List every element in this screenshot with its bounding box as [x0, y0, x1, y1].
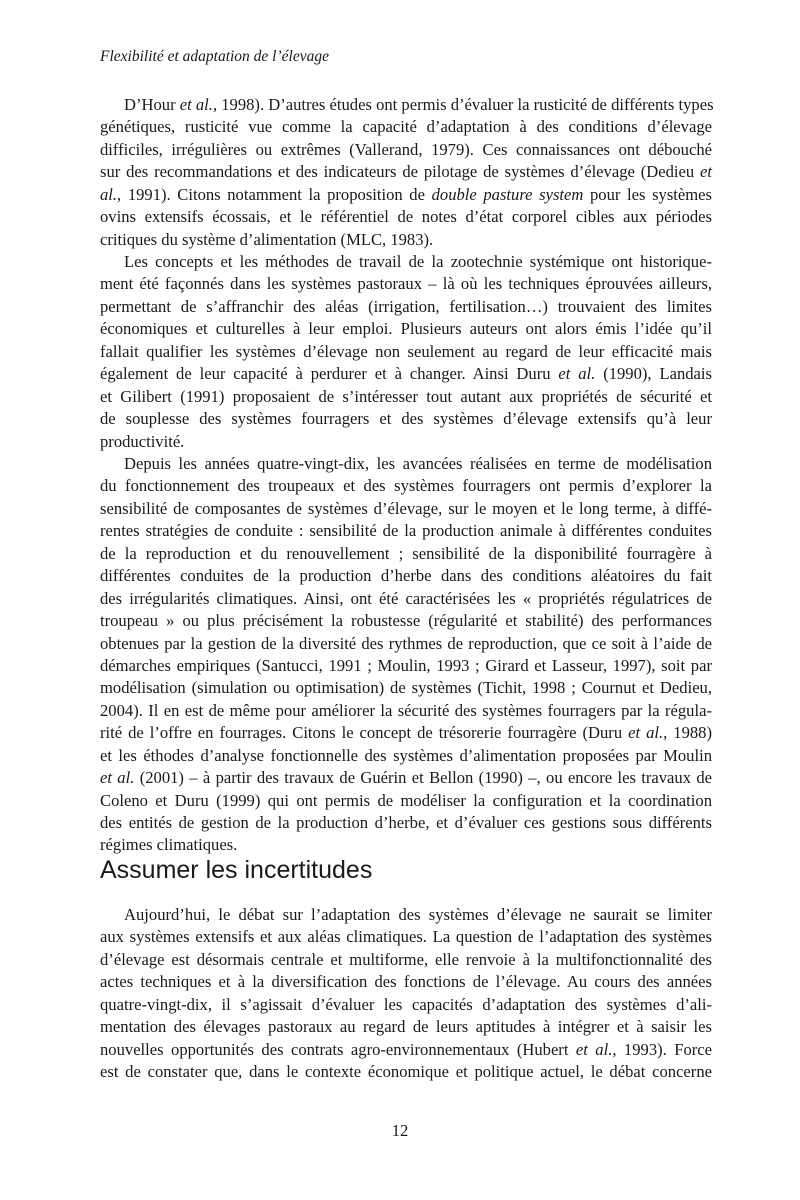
text-line	[100, 588, 712, 610]
text-line	[100, 722, 712, 744]
text-run: aux systèmes extensifs et aux aléas climatiques. La question de l’adaptation des systèmes	[100, 927, 712, 947]
italic-text: et al.	[558, 364, 596, 384]
text-line	[100, 904, 712, 926]
text-run: fallait qualifier les systèmes d’élevage non seulement au regard de leur efficacité mais	[100, 341, 712, 361]
text-line	[100, 834, 712, 856]
text-line	[100, 767, 712, 789]
text-run: démarches empiriques (Santucci, 1991 ; Moulin, 1993 ; Girard et Lasseur, 1997), soit par	[100, 655, 712, 675]
text-line	[100, 363, 712, 385]
text-line	[100, 700, 712, 722]
text-line	[100, 1061, 712, 1083]
text-run: génétiques, rusticité vue comme la capacité d’adaptation à des conditions d’élevage	[100, 117, 712, 137]
text-run: obtenues par la gestion de la diversité des rythmes de reproduction, que ce soit à l’aide de	[100, 633, 712, 653]
text-line	[100, 296, 712, 318]
text-run: difficiles, irrégulières ou extrêmes (Vallerand, 1979). Ces connaissances ont débouché	[100, 139, 712, 159]
text-run: régimes climatiques.	[100, 835, 238, 855]
text-run: rité de l’offre en fourrages. Citons le concept de trésorerie fourragère (Duru	[100, 723, 629, 743]
text-run: troupeau » ou plus précisément la robustesse (régularité et stabilité) des performances	[100, 611, 712, 631]
text-run: D’Hour	[124, 95, 180, 114]
text-run: de souplesse des systèmes fourragers et des systèmes d’élevage extensifs qu’à leur	[100, 409, 712, 429]
text-line	[100, 273, 712, 295]
text-run: économiques et culturelles à leur emploi. Plusieurs auteurs ont alors émis l’idée qu’il	[100, 319, 712, 339]
text-line	[100, 655, 712, 677]
text-run: ment été façonnés dans les systèmes pastoraux – là où les techniques éprouvées ailleurs,	[100, 274, 712, 294]
text-line	[100, 971, 712, 993]
text-line	[100, 139, 712, 161]
text-run: productivité.	[100, 431, 185, 451]
text-run: critiques du système d’alimentation (MLC, 1983).	[100, 229, 434, 249]
text-run: 1991). Citons notamment la proposition de	[121, 184, 432, 204]
italic-text: et al.,	[179, 95, 218, 114]
text-line	[100, 116, 712, 138]
text-line	[100, 610, 712, 632]
text-line	[100, 184, 712, 206]
text-line	[100, 926, 712, 948]
page-number: 12	[391, 1121, 409, 1140]
text-line	[100, 745, 712, 767]
text-line	[100, 1039, 712, 1061]
text-line	[100, 790, 712, 812]
text-line	[100, 161, 712, 183]
text-run: est de constater que, dans le contexte économique et politique actuel, le débat concerne	[100, 1062, 712, 1082]
text-run: sur des recommandations et des indicateurs de pilotage de systèmes d’élevage (Dedieu	[100, 162, 701, 182]
text-run: de la reproduction et du renouvellement ; sensibilité de la disponibilité fourragère à	[100, 543, 712, 563]
text-line	[100, 949, 712, 971]
text-line	[100, 633, 712, 655]
text-run: 1993). Force	[616, 1039, 712, 1059]
text-run: Depuis les années quatre-vingt-dix, les avancées réalisées en terme de modélisation	[124, 454, 712, 473]
text-line	[100, 498, 712, 520]
text-run: Aujourd’hui, le débat sur l’adaptation des systèmes d’élevage ne saurait se limiter	[124, 905, 712, 924]
text-run: différentes conduites de la production d’herbe dans des conditions aléatoires du fait	[100, 566, 712, 586]
text-run: Les concepts et les méthodes de travail de la zootechnie systémique ont historique-	[124, 252, 712, 271]
text-line	[100, 94, 712, 116]
running-head: Flexibilité et adaptation de l’élevage	[100, 48, 329, 65]
text-run: 2004). Il en est de même pour améliorer la sécurité des systèmes fourragers par la régula-	[100, 700, 712, 720]
italic-text: et al.,	[575, 1039, 617, 1059]
text-run: actes techniques et à la diversification des fonctions de l’élevage. Au cours des années	[100, 972, 712, 992]
text-run: pour les systèmes	[583, 184, 712, 204]
text-run: du fonctionnement des troupeaux et des systèmes fourragers ont permis d’explorer la	[100, 476, 712, 496]
text-run: nouvelles opportunités des contrats agro-environnementaux (Hubert	[100, 1039, 576, 1059]
paragraph	[100, 904, 712, 1084]
text-run: des irrégularités climatiques. Ainsi, ont été caractérisées les « propriétés régulatrices de	[100, 588, 712, 608]
paragraph	[100, 251, 712, 453]
text-run: d’élevage est désormais centrale et multiforme, elle renvoie à la multifonctionnalité des	[100, 949, 712, 969]
text-run: et les éthodes d’analyse fonctionnelle des systèmes d’alimentation proposées par Moulin	[100, 745, 712, 765]
text-line	[100, 431, 712, 453]
text-line	[100, 251, 712, 273]
text-run: (2001) – à partir des travaux de Guérin et Bellon (1990) –, ou encore les travaux de	[134, 768, 713, 788]
text-run: permettant de s’affranchir des aléas (irrigation, fertilisation…) trouvaient des limites	[100, 296, 712, 316]
text-run: 1988)	[667, 723, 712, 743]
text-line	[100, 386, 712, 408]
text-line	[100, 994, 712, 1016]
text-run: quatre-vingt-dix, il s’agissait d’évaluer les capacités d’adaptation des systèmes d’ali-	[100, 994, 712, 1014]
text-run: modélisation (simulation ou optimisation) de systèmes (Tichit, 1998 ; Cournut et Dedieu,	[100, 678, 712, 698]
text-run: 1998). D’autres études ont permis d’évaluer la rusticité de différents types	[217, 95, 714, 114]
italic-text: et al.	[100, 768, 135, 788]
text-line	[100, 812, 712, 834]
text-line	[100, 1016, 712, 1038]
text-line	[100, 565, 712, 587]
text-run: mentation des élevages pastoraux au regard de leurs aptitudes à intégrer et à saisir les	[100, 1017, 712, 1037]
text-line	[100, 543, 712, 565]
paragraph	[100, 94, 712, 251]
text-line	[100, 520, 712, 542]
italic-text: al.,	[100, 184, 122, 204]
text-run: sensibilité de composantes de systèmes d’élevage, sur le moyen et le long terme, à diffé-	[100, 498, 712, 518]
italic-text: double pasture system	[431, 184, 584, 204]
italic-text: et al.,	[628, 723, 668, 743]
text-line	[100, 206, 712, 228]
italic-text: et	[700, 162, 712, 182]
text-line	[100, 229, 712, 251]
paragraph	[100, 453, 712, 857]
text-line	[100, 318, 712, 340]
text-line	[100, 677, 712, 699]
text-run: ovins extensifs écossais, et le référentiel de notes d’état corporel cibles aux périodes	[100, 207, 712, 227]
text-run: des entités de gestion de la production d’herbe, et d’évaluer ces gestions sous différents	[100, 813, 712, 832]
text-line	[100, 453, 712, 475]
text-run: et Gilibert (1991) proposaient de s’intéresser tout autant aux propriétés de sécurité et	[100, 386, 712, 406]
text-run: (1990), Landais	[595, 364, 712, 384]
text-line	[100, 408, 712, 430]
text-line	[100, 475, 712, 497]
text-run: également de leur capacité à perdurer et à changer. Ainsi Duru	[100, 364, 559, 384]
text-line	[100, 341, 712, 363]
text-run: Coleno et Duru (1999) qui ont permis de modéliser la configuration et la coordination	[100, 790, 712, 810]
section-heading: Assumer les incertitudes	[100, 856, 373, 884]
text-run: rentes stratégies de conduite : sensibilité de la production animale à différentes conduites	[100, 521, 712, 541]
